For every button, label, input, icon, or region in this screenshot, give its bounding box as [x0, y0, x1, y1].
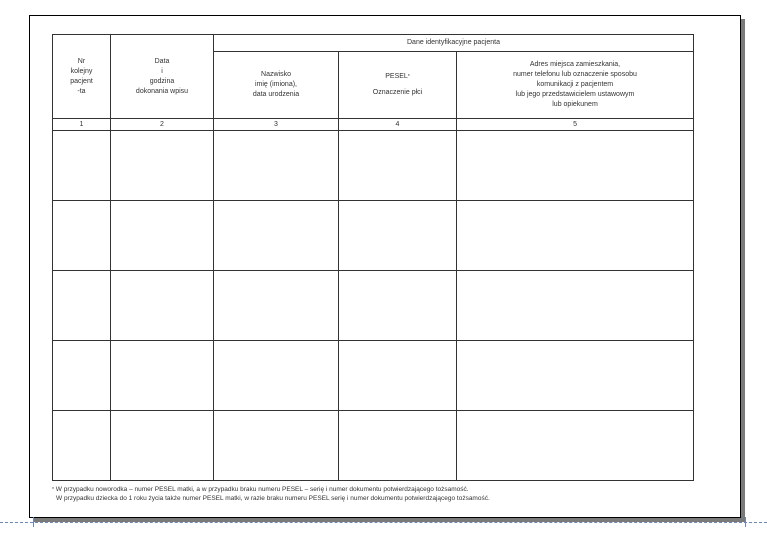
table-cell[interactable]: [339, 341, 457, 411]
table-row: [53, 201, 694, 271]
table-cell[interactable]: [111, 201, 214, 271]
table-cell[interactable]: [111, 131, 214, 201]
col-header-number: Nr kolejny pacjent -ta: [53, 35, 111, 119]
table-cell[interactable]: [457, 411, 694, 481]
column-number: 4: [339, 119, 457, 131]
pesel-label: PESEL: [385, 73, 408, 80]
footnote-1: [52, 486, 469, 494]
column-number: 3: [214, 119, 339, 131]
table-cell[interactable]: [457, 341, 694, 411]
sex-label: Oznaczenie płci: [372, 89, 423, 96]
col-header-date: Data i godzina dokonania wpisu: [111, 35, 214, 119]
patient-register-table: [52, 34, 694, 481]
page-margin-guide: [0, 522, 767, 523]
page-shadow-right: [741, 19, 745, 522]
table-cell[interactable]: [53, 411, 111, 481]
footnote-mark: *: [52, 487, 54, 493]
margin-marker-left: [33, 517, 34, 527]
table-cell[interactable]: [214, 341, 339, 411]
column-number-row: [53, 119, 694, 131]
group-header-patient-data: Dane identyfikacyjne pacjenta: [214, 35, 694, 52]
table-row: [53, 341, 694, 411]
column-number: 1: [53, 119, 111, 131]
table-row: [53, 271, 694, 341]
table-cell[interactable]: [111, 411, 214, 481]
table-cell[interactable]: [339, 411, 457, 481]
column-number: 2: [111, 119, 214, 131]
table-cell[interactable]: [214, 411, 339, 481]
table-cell[interactable]: [457, 271, 694, 341]
table-cell[interactable]: [339, 271, 457, 341]
table-cell[interactable]: [214, 131, 339, 201]
table-cell[interactable]: [457, 131, 694, 201]
table-cell[interactable]: [214, 271, 339, 341]
table-cell[interactable]: [53, 341, 111, 411]
col-header-name: Nazwisko imię (imiona), data urodzenia: [214, 52, 339, 119]
col-header-address: Adres miejsca zamieszkania, numer telefonu lub oznaczenie sposobu komunikacji z pacjentem lub jego przedstawicielem ustawowym lub opiekunem: [457, 52, 694, 119]
table-row: [53, 411, 694, 481]
table-cell[interactable]: [339, 131, 457, 201]
table-cell[interactable]: [339, 201, 457, 271]
table-row: [53, 131, 694, 201]
table-cell[interactable]: [111, 271, 214, 341]
table-cell[interactable]: [457, 201, 694, 271]
col-header-pesel: [339, 52, 457, 119]
pesel-footnote-mark: *: [407, 74, 410, 80]
table-cell[interactable]: [53, 201, 111, 271]
column-number: 5: [457, 119, 694, 131]
table-cell[interactable]: [214, 201, 339, 271]
footnote-1-text: W przypadku noworodka – numer PESEL matki, a w przypadku braku numeru PESEL – serię i numer dokumentu potwierdzającego tożsamość.: [55, 486, 469, 493]
margin-marker-right: [745, 517, 746, 527]
table-cell[interactable]: [111, 341, 214, 411]
table-cell[interactable]: [53, 131, 111, 201]
table-cell[interactable]: [53, 271, 111, 341]
footnote-2: W przypadku dziecka do 1 roku życia także numer PESEL matki, w razie braku numeru PESEL serię i numer dokumentu potwierdzającego tożsamość.: [56, 495, 490, 502]
